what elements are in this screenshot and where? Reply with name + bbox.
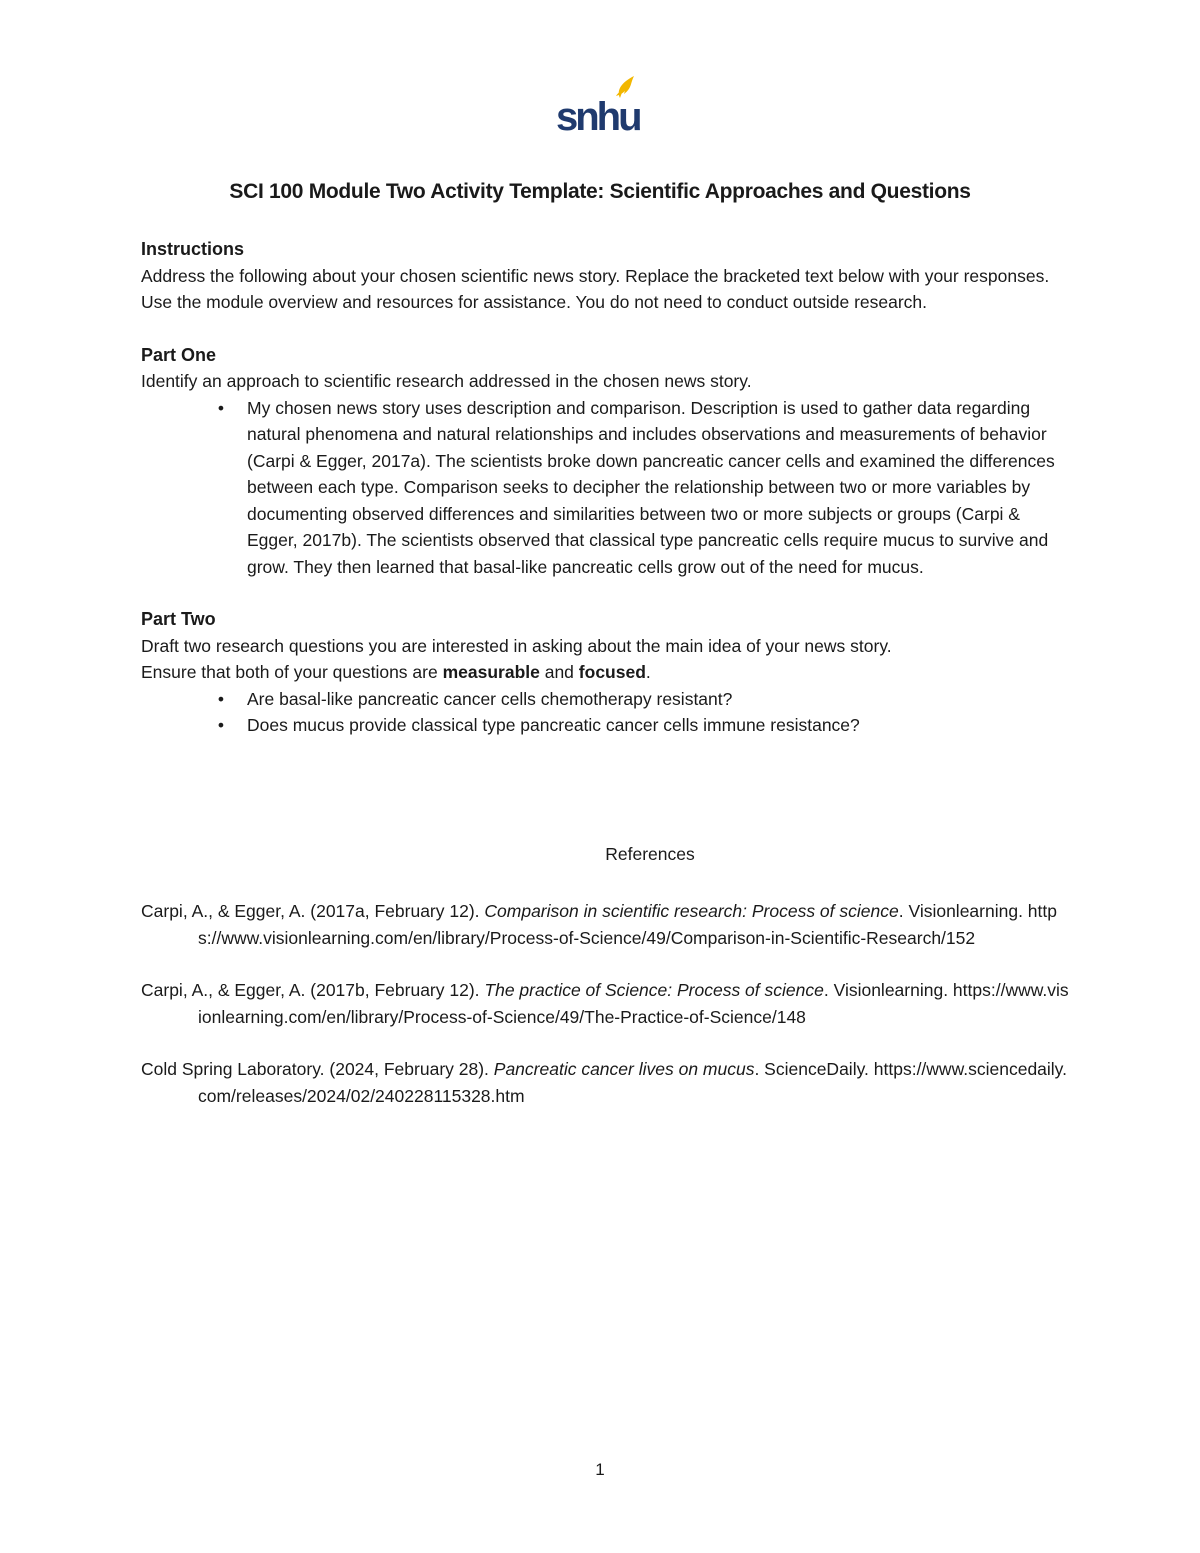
- list-item-text: My chosen news story uses description and comparison. Description is used to gather data regarding natural phenomena and natural relationships and includes observations and measurements of behavior (Carpi & Egger, 2017a). The scientists broke down pancreatic cancer cells and examined the differences between each type. Comparison seeks to decipher the relationship between two or more variables by documenting observed differences and similarities between two or more subjects or groups (Carpi & Egger, 2017b). The scientists observed that classical type pancreatic cells require mucus to survive and grow. They then learned that basal-like pancreatic cells grow out of the need for mucus.: [247, 397, 1055, 577]
- prompt-text: .: [645, 662, 651, 682]
- prompt-text: Ensure that both of your questions are: [141, 662, 443, 682]
- part-two-prompt-line1: Draft two research questions you are interested in asking about the main idea of your news story.: [141, 635, 892, 656]
- reference-authors: Cold Spring Laboratory. (2024, February 28).: [141, 1059, 494, 1079]
- part-one-prompt: Identify an approach to scientific research addressed in the chosen news story.: [141, 371, 752, 391]
- bullet-icon: •: [217, 397, 225, 418]
- reference-source: . ScienceDaily.: [754, 1059, 874, 1079]
- list-item: [141, 686, 1071, 713]
- document-title: SCI 100 Module Two Activity Template: Scientific Approaches and Questions: [229, 180, 971, 203]
- part-two-section: [141, 606, 1071, 739]
- reference-authors: Carpi, A., & Egger, A. (2017a, February 12).: [141, 901, 485, 921]
- instructions-heading: Instructions: [141, 239, 245, 259]
- prompt-text: and: [539, 662, 579, 682]
- references-heading: References: [605, 844, 695, 864]
- list-item: [141, 395, 1071, 581]
- list-item: [141, 712, 1071, 739]
- reference-title: Comparison in scientific research: Process of science: [484, 901, 899, 921]
- reference-source: . Visionlearning.: [898, 901, 1028, 921]
- page-number: 1: [595, 1460, 605, 1479]
- bullet-icon: •: [217, 688, 225, 709]
- list-item-text: Are basal-like pancreatic cancer cells chemotherapy resistant?: [247, 688, 733, 709]
- reference-entry: [141, 898, 1071, 951]
- part-two-bullet-list: [141, 686, 1071, 739]
- part-two-prompt-line2: [141, 659, 1071, 686]
- bullet-icon: •: [217, 715, 225, 735]
- part-one-section: [141, 342, 1071, 581]
- reference-url[interactable]: https://www.visionlearning.com/en/library/Process-of-Science/49/The-Practice-of-Science/148: [198, 980, 1069, 1027]
- flame-leaf-icon: [554, 74, 640, 134]
- part-two-heading: Part Two: [141, 609, 216, 629]
- reference-title: The practice of Science: Process of science: [484, 980, 824, 1000]
- logo-text: snhu: [556, 95, 640, 134]
- emphasis-measurable: measurable: [442, 662, 540, 682]
- instructions-text: Address the following about your chosen scientific news story. Replace the bracketed text below with your responses. Use the module overview and resources for assistance. You do not need to conduct outside research.: [141, 265, 1050, 312]
- reference-authors: Carpi, A., & Egger, A. (2017b, February 12).: [141, 980, 485, 1000]
- references-list: [141, 898, 1071, 1135]
- emphasis-focused: focused: [578, 662, 646, 682]
- reference-url[interactable]: https://www.sciencedaily.com/releases/2024/02/240228115328.htm: [198, 1059, 1067, 1106]
- reference-url[interactable]: https://www.visionlearning.com/en/library/Process-of-Science/49/Comparison-in-Scientific-Research/152: [198, 901, 1057, 948]
- list-item-text: Does mucus provide classical type pancreatic cancer cells immune resistance?: [247, 715, 860, 735]
- reference-entry: [141, 1056, 1071, 1109]
- instructions-section: [141, 236, 1071, 316]
- main-content: [141, 236, 1071, 765]
- reference-title: Pancreatic cancer lives on mucus: [493, 1059, 755, 1079]
- reference-source: . Visionlearning.: [823, 980, 953, 1000]
- reference-entry: [141, 977, 1071, 1030]
- part-one-heading: Part One: [141, 344, 217, 365]
- part-one-bullet-list: [141, 395, 1071, 581]
- snhu-logo: [554, 74, 640, 134]
